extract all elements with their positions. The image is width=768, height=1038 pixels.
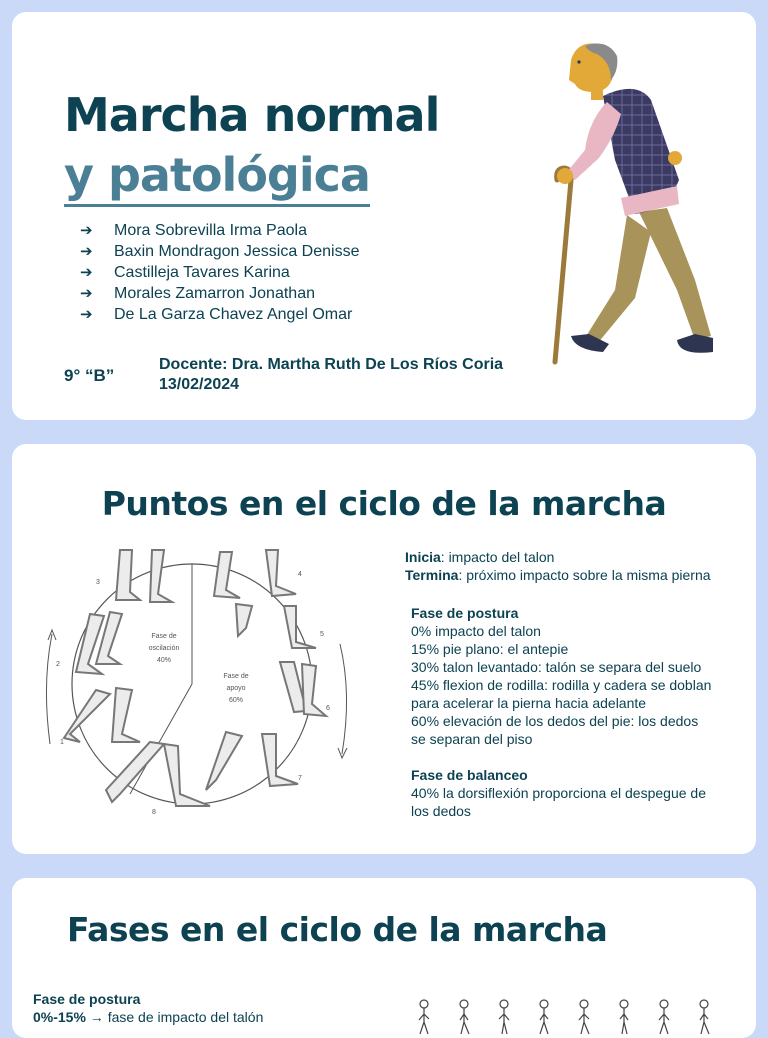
stance-phase-title: Fase de postura [33, 991, 141, 1007]
arrow-bullet-icon: ➔ [80, 222, 93, 239]
author-item: ➔ Mora Sobrevilla Irma Paola [80, 222, 307, 239]
gait-cycle-diagram [40, 544, 358, 826]
walking-figures-illustration [408, 996, 728, 1036]
diagram-number: 5 [320, 631, 324, 638]
title-line-1: Marcha normal [64, 88, 440, 142]
diagram-number: 6 [326, 705, 330, 712]
arrow-bullet-icon: ➔ [80, 264, 93, 281]
swing-phase-label: Fase de [151, 633, 177, 640]
stance-phase-label: Fase de [223, 673, 249, 680]
slide-title: Fases en el ciclo de la marcha [67, 910, 608, 949]
docente-name: Docente: Dra. Martha Ruth De Los Ríos Coria [159, 356, 504, 373]
arrow-bullet-icon: ➔ [80, 285, 93, 302]
author-list [80, 220, 359, 325]
arrow-bullet-icon: ➔ [80, 243, 93, 260]
diagram-number: 2 [56, 661, 60, 668]
stance-phase-block: Fase de postura 0% impacto del talon 15% pie plano: el antepie 30% talon levantado: talón se separa del suelo 45% flexion de rodilla: rodilla y cadera se doblan para acelerar la pierna hacia adelante 60% elevación de los dedos del pie: los dedos se separan del piso Fase de balanceo 40% la dorsiflexión proporciona el despegue de los dedos [411, 605, 712, 819]
title-line-2: y patológica [64, 146, 370, 207]
gait-points-text [405, 548, 745, 820]
diagram-number: 3 [96, 579, 100, 586]
diagram-number: 7 [298, 775, 302, 782]
svg-text:40%: 40% [156, 657, 172, 664]
author-item: ➔ De La Garza Chavez Angel Omar [80, 306, 353, 323]
docente-block [159, 355, 503, 395]
svg-text:60%: 60% [228, 697, 244, 704]
termina-line: Termina: próximo impacto sobre la misma pierna [405, 567, 711, 583]
gait-phases-slide [12, 878, 756, 1038]
svg-text:oscilación: oscilación [148, 645, 180, 652]
phases-text [33, 990, 263, 1026]
diagram-number: 1 [60, 739, 64, 746]
elderly-man-cane-illustration [527, 40, 727, 380]
swing-phase-title: Fase de balanceo [411, 767, 528, 783]
diagram-number: 8 [152, 809, 156, 816]
author-item: ➔ Morales Zamarron Jonathan [80, 285, 315, 302]
phase-line: 0%-15% → fase de impacto del talón [33, 1009, 264, 1025]
grade-label: 9° “B” [64, 366, 115, 385]
title-slide [12, 12, 756, 420]
presentation-date: 13/02/2024 [159, 376, 240, 393]
svg-text:apoyo: apoyo [226, 685, 246, 692]
stance-phase-title: Fase de postura [411, 605, 519, 621]
arrow-bullet-icon: ➔ [80, 306, 93, 323]
diagram-number: 4 [298, 571, 302, 578]
gait-points-slide [12, 444, 756, 854]
slide-title: Puntos en el ciclo de la marcha [101, 484, 667, 523]
author-item: ➔ Baxin Mondragon Jessica Denisse [80, 243, 360, 260]
inicia-line: Inicia: impacto del talon [405, 549, 555, 565]
author-item: ➔ Castilleja Tavares Karina [80, 264, 290, 281]
